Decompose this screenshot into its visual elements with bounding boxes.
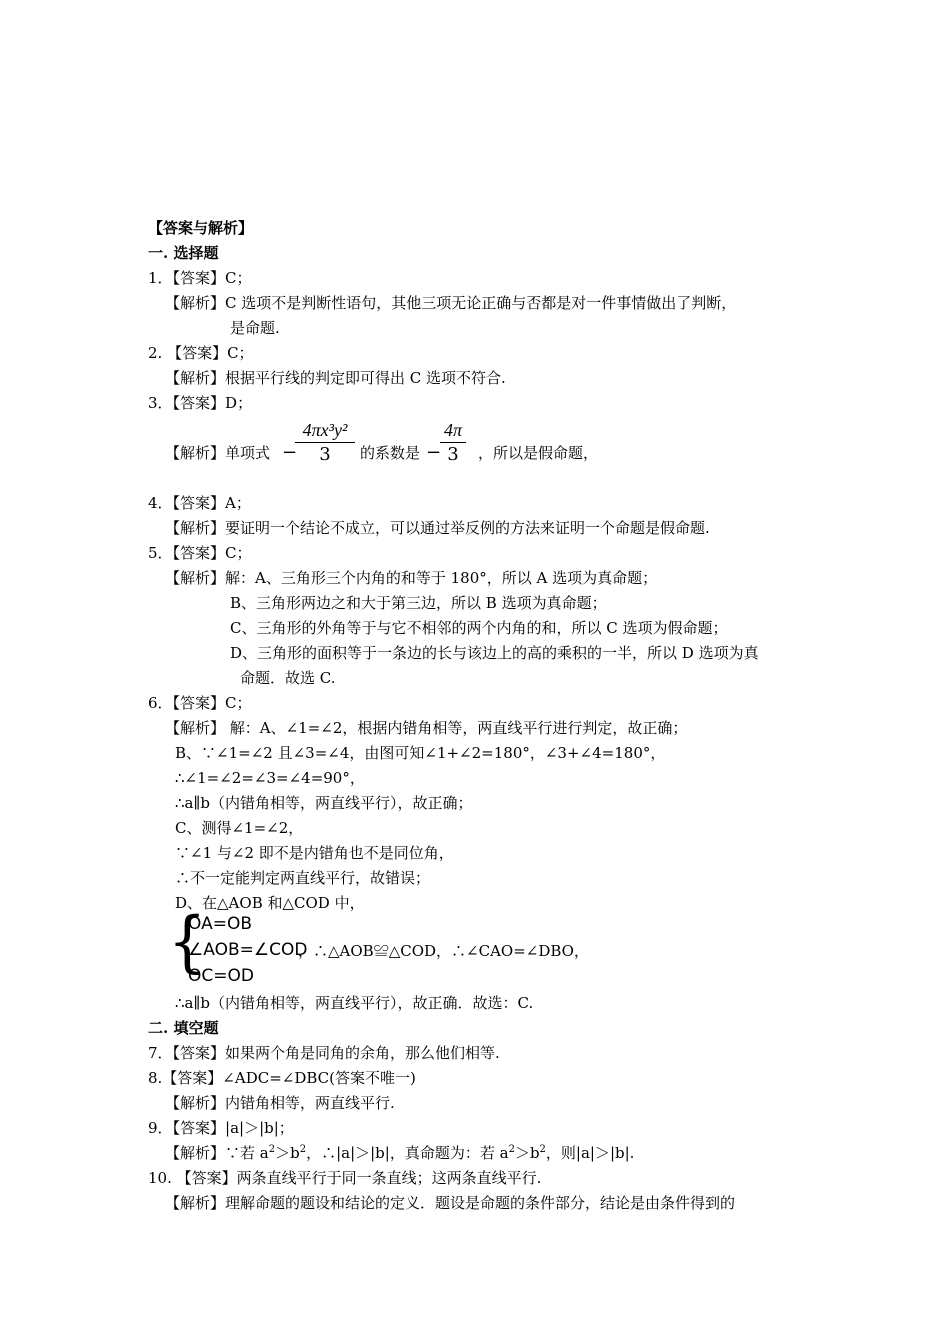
superscript: 2 (508, 1144, 515, 1155)
q7-answer: 7．【答案】如果两个角是同角的余角，那么他们相等. (148, 1044, 500, 1062)
q9-explain (165, 1143, 634, 1163)
system-eq-3: OC=OD (188, 966, 254, 986)
q5-explain-4: D、三角形的面积等于一条边的长与该边上的高的乘积的一半，所以 D 选项为真 (230, 644, 759, 662)
minus-sign: − (282, 442, 298, 463)
q3-explain-tail: ，所以是假命题， (478, 444, 599, 462)
fraction-coefficient (440, 419, 466, 466)
q6-line-7: ∴不一定能判定两直线平行，故错误； (175, 869, 431, 887)
q1-explain-2: 是命题. (230, 319, 280, 337)
q6-line-9: ∴a∥b（内错角相等，两直线平行），故正确．故选：C. (175, 994, 534, 1012)
system-eq-2: ∠AOB=∠COD (188, 940, 308, 960)
q6-answer: 6．【答案】C； (148, 694, 252, 712)
q6-line-1: 【解析】 解：A、∠1=∠2，根据内错角相等，两直线平行进行判定，故正确； (165, 719, 688, 737)
q9-explain-mid2: ，∴|a|＞|b|，真命题为：若 a (306, 1144, 509, 1162)
q4-answer: 4．【答案】A； (148, 494, 251, 512)
q6-line-2: B、∵∠1=∠2 且∠3=∠4，由图可知∠1+∠2=180°，∠3+∠4=180°， (175, 744, 666, 762)
fraction-monomial-numerator: 4πx³y² (302, 420, 348, 440)
q10-answer: 10. 【答案】两条直线平行于同一条直线；这两条直线平行. (148, 1169, 542, 1187)
q1-explain-1: 【解析】C 选项不是判断性语句，其他三项无论正确与否都是对一件事情做出了判断， (165, 294, 737, 312)
q8-explain: 【解析】内错角相等，两直线平行. (165, 1094, 395, 1112)
q6-line-4: ∴a∥b（内错角相等，两直线平行），故正确； (175, 794, 473, 812)
q6-line-6: ∵∠1 与∠2 即不是内错角也不是同位角， (175, 844, 454, 862)
q6-line-8: D、在△AOB 和△COD 中， (175, 894, 365, 912)
q8-answer: 8.【答案】∠ADC=∠DBC(答案不唯一) (148, 1069, 416, 1087)
q2-explain: 【解析】根据平行线的判定即可得出 C 选项不符合. (165, 369, 506, 387)
minus-sign: − (426, 442, 442, 463)
q5-explain-1: 【解析】解：A、三角形三个内角的和等于 180°，所以 A 选项为真命题； (165, 569, 658, 587)
q6-line-3: ∴∠1=∠2=∠3=∠4=90°， (175, 769, 365, 787)
answer-heading: 【答案与解析】 (148, 219, 254, 237)
superscript: 2 (299, 1144, 307, 1155)
q10-explain: 【解析】理解命题的题设和结论的定义．题设是命题的条件部分，结论是由条件得到的 (165, 1194, 736, 1212)
system-brace: { (168, 903, 207, 981)
q6-system-tail: ，∴△AOB≌△COD，∴∠CAO=∠DBO， (298, 942, 589, 960)
q3-answer: 3．【答案】D； (148, 394, 253, 412)
superscript: 2 (268, 1144, 276, 1155)
q9-explain-mid1: ＞b (275, 1144, 300, 1162)
section-choice: 一. 选择题 (148, 244, 219, 262)
system-eq-1: OA=OB (188, 914, 252, 934)
q5-answer: 5．【答案】C； (148, 544, 252, 562)
q9-answer: 9．【答案】|a|＞|b|； (148, 1119, 294, 1137)
q9-explain-pre: 【解析】∵若 a (165, 1144, 269, 1162)
q6-line-5: C、测得∠1=∠2， (175, 819, 304, 837)
fraction-coefficient-numerator: 4π (443, 420, 463, 440)
superscript: 2 (539, 1144, 546, 1155)
q9-explain-mid3: ＞b (514, 1144, 540, 1162)
q5-explain-5: 命题．故选 C. (240, 669, 336, 687)
q3-explain-label: 【解析】单项式 (165, 444, 271, 462)
fraction-coefficient-denominator: 3 (447, 444, 459, 465)
q5-explain-2: B、三角形两边之和大于第三边，所以 B 选项为真命题； (230, 594, 607, 612)
q4-explain: 【解析】要证明一个结论不成立，可以通过举反例的方法来证明一个命题是假命题. (165, 519, 710, 537)
q3-explain-mid: 的系数是 (360, 444, 421, 462)
q2-answer: 2. 【答案】C； (148, 344, 254, 362)
q9-explain-tail: ，则|a|＞|b|. (545, 1144, 635, 1162)
section-fill: 二. 填空题 (148, 1019, 219, 1037)
fraction-monomial-denominator: 3 (319, 444, 331, 465)
fraction-monomial (295, 419, 355, 466)
q1-answer: 1．【答案】C； (148, 269, 252, 287)
q5-explain-3: C、三角形的外角等于与它不相邻的两个内角的和，所以 C 选项为假命题； (230, 619, 728, 637)
